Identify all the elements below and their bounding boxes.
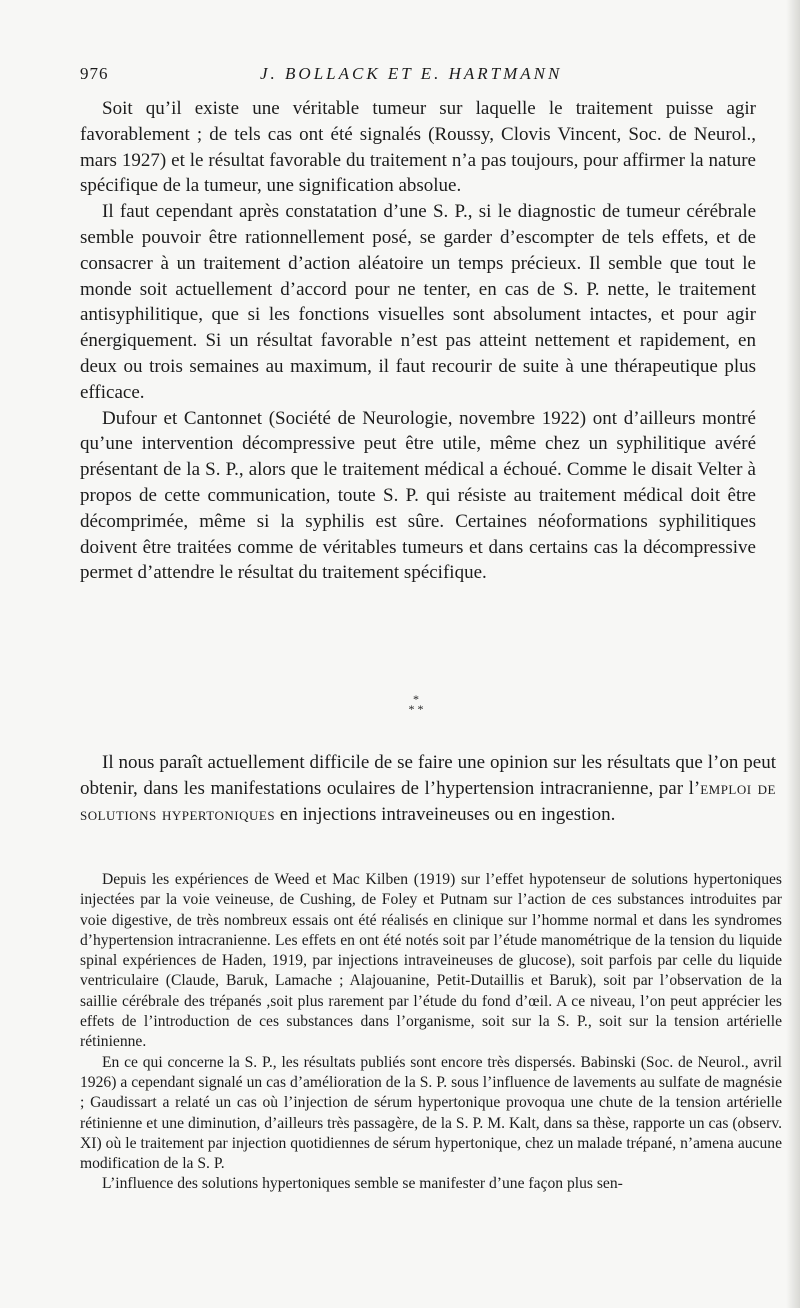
section-paragraph (80, 750, 776, 827)
section-text-before: Il nous paraît actuellement difficile de se faire une opinion sur les résultats que l’on peut obtenir, dans les manifestations oculaires de l’hypertension intracranienne, par l’ (80, 752, 776, 799)
small-paragraph-1: Depuis les expériences de Weed et Mac Kilben (1919) sur l’effet hypotenseur de solutions hypertoniques injectées par la voie veineuse, de Cushing, de Foley et Putnam sur l’action de ces substances introduites par voie digestive, de très nombreux essais ont été réalisés en clinique sur l’homme normal et dans les syndromes d’hypertension intracranienne. Les effets en ont été notés soit par l’étude manométrique de la tension du liquide spinal expériences de Haden, 1919, par injections intraveineuses de glucose), soit parfois par celle du liquide ventriculaire (Claude, Baruk, Lamache ; Alajouanine, Petit-Dutaillis et Baruk), soit par l’observation de la saillie cérébrale des trépanés ,soit plus rarement par l’étude du fond d’œil. A ce niveau, l’on peut apprécier les effets de l’introduction de ces substances dans l’organisme, soit sur la S. P., soit sur la tension artérielle rétinienne. (80, 871, 782, 1051)
asterism-divider: * * * (408, 692, 424, 716)
page-header (80, 64, 780, 90)
main-text (80, 96, 756, 586)
page-edge-shadow (786, 0, 800, 1308)
section-small-caps: emploi de solutions hypertoniques (80, 777, 776, 825)
small-paragraph-2: En ce qui concerne la S. P., les résultats publiés sont encore très dispersés. Babinski (Soc. de Neurol., avril 1926) a cependant signalé un cas d’amélioration de la S. P. sous l’influence de lavements au sulfate de magnésie ; Gaudissart a relaté un cas où l’injection de sérum hypertonique provoqua une chute de la tension artérielle rétinienne et une diminution, d’ailleurs très passagère, de la S. P. M. Kalt, dans sa thèse, rapporte un cas (observ. XI) où le traitement par injection quotidiennes de sérum hypertonique, chez un malade trépané, n’amena aucune modification de la S. P. (80, 1053, 782, 1173)
section-text-after: en injections intraveineuses ou en ingestion. (275, 803, 616, 825)
small-paragraph-3: L’influence des solutions hypertoniques semble se manifester d’une façon plus sen- (102, 1175, 623, 1193)
paragraph-3: Dufour et Cantonnet (Société de Neurologie, novembre 1922) ont d’ailleurs montré qu’une intervention décompressive peut être utile, même chez un syphilitique avéré présentant de la S. P., alors que le traitement médical a échoué. Comme le disait Velter à propos de cette communication, toute S. P. qui résiste au traitement médical doit être décomprimée, même si la syphilis est sûre. Certaines néoformations syphilitiques doivent être traitées comme de véritables tumeurs et dans certains cas la décompressive permet d’attendre le résultat du traitement spécifique. (80, 407, 756, 584)
small-print-text (80, 870, 782, 1195)
page-number: 976 (80, 64, 109, 83)
running-title: J. BOLLACK ET E. HARTMANN (260, 64, 563, 83)
paragraph-2: Il faut cependant après constatation d’une S. P., si le diagnostic de tumeur cérébrale semble pouvoir être rationnellement posé, se garder d’escompter de tels effets, et de consacrer à un traitement d’action aléatoire un temps précieux. Il semble que tout le monde soit actuellement d’accord pour ne tenter, en cas de S. P. nette, le traitement antisyphilitique, que si les fonctions visuelles sont absolument intactes, et pour agir énergiquement. Si un résultat favorable n’est pas atteint nettement et rapidement, en deux ou trois semaines au maximum, il faut recourir de suite à une thérapeutique plus efficace. (80, 201, 756, 403)
paragraph-1: Soit qu’il existe une véritable tumeur sur laquelle le traitement puisse agir favorablement ; de tels cas ont été signalés (Roussy, Clovis Vincent, Soc. de Neurol., mars 1927) et le résultat favorable du traitement n’a pas toujours, pour affirmer la nature spécifique de la tumeur, une signification absolue. (80, 98, 756, 197)
section-intro (80, 750, 776, 827)
